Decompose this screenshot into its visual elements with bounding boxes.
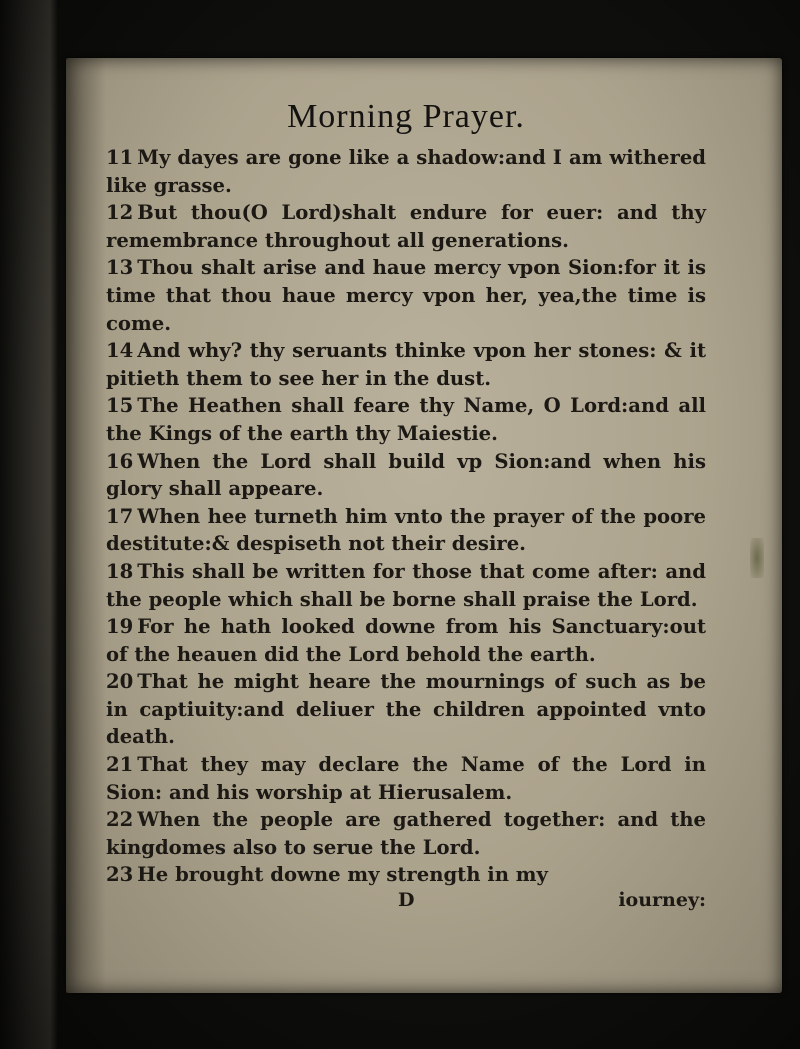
verse-text: When the people are gathered together: and the kingdomes also to serue the Lord. <box>106 808 706 859</box>
catchword: iourney: <box>618 889 706 912</box>
verse-text: When the Lord shall build vp Sion:and when his glory shall appeare. <box>106 449 706 501</box>
verse-21 <box>106 751 706 806</box>
verse-text: This shall be written for those that come after: and the people which shall be borne shall praise the Lord. <box>106 559 706 611</box>
verse-number: 14 <box>106 339 134 363</box>
verse-text: Thou shalt arise and haue mercy vpon Sion:for it is time that thou haue mercy vpon her, yea,the time is come. <box>106 256 706 335</box>
verse-12 <box>106 199 706 254</box>
verse-14 <box>106 337 706 392</box>
verse-17 <box>106 503 706 558</box>
page-stain <box>750 538 764 578</box>
verse-number: 15 <box>106 394 134 418</box>
verse-23 <box>106 861 706 889</box>
signature-mark: D <box>398 889 415 912</box>
verse-20 <box>106 668 706 751</box>
verse-number: 17 <box>106 504 134 528</box>
verse-number: 20 <box>106 670 134 694</box>
verse-number: 16 <box>106 449 134 473</box>
verse-number: 13 <box>106 256 134 280</box>
verse-number: 22 <box>106 808 134 832</box>
verse-text: The Heathen shall feare thy Name, O Lord:and all the Kings of the earth thy Maiestie. <box>106 394 706 445</box>
verse-number: 21 <box>106 753 134 777</box>
verse-16 <box>106 448 706 503</box>
book-page <box>66 58 782 993</box>
page-heading: Morning Prayer. <box>287 98 525 135</box>
verse-text: But thou(O Lord)shalt endure for euer: and thy remembrance throughout all generations. <box>106 201 706 252</box>
verse-22 <box>106 806 706 861</box>
gutter-shadow <box>66 58 106 993</box>
verse-text: That he might heare the mournings of such as be in captiuity:and deliuer the children appointed vnto death. <box>106 670 706 749</box>
verse-number: 23 <box>106 863 134 887</box>
verse-number: 19 <box>106 615 134 639</box>
verse-text: And why? thy seruants thinke vpon her stones: & it pitieth them to see her in the dust. <box>106 339 706 390</box>
verse-number: 12 <box>106 201 134 225</box>
page-content <box>106 98 706 917</box>
verse-number: 11 <box>106 146 134 169</box>
verse-11 <box>106 144 706 199</box>
verse-18 <box>106 558 706 613</box>
page-footer <box>106 889 706 917</box>
verse-text: He brought downe my strength in my <box>137 863 548 887</box>
verse-text: My dayes are gone like a shadow:and I am withered like grasse. <box>106 146 706 197</box>
verse-number: 18 <box>106 559 134 583</box>
verse-text: That they may declare the Name of the Lord in Sion: and his worship at Hierusalem. <box>106 753 706 804</box>
verse-text: For he hath looked downe from his Sanctuary:out of the heauen did the Lord behold the earth. <box>106 615 706 666</box>
verse-13 <box>106 254 706 337</box>
verse-19 <box>106 613 706 668</box>
verse-15 <box>106 392 706 447</box>
verse-text: When hee turneth him vnto the prayer of the poore destitute:& despiseth not their desire. <box>106 504 706 556</box>
